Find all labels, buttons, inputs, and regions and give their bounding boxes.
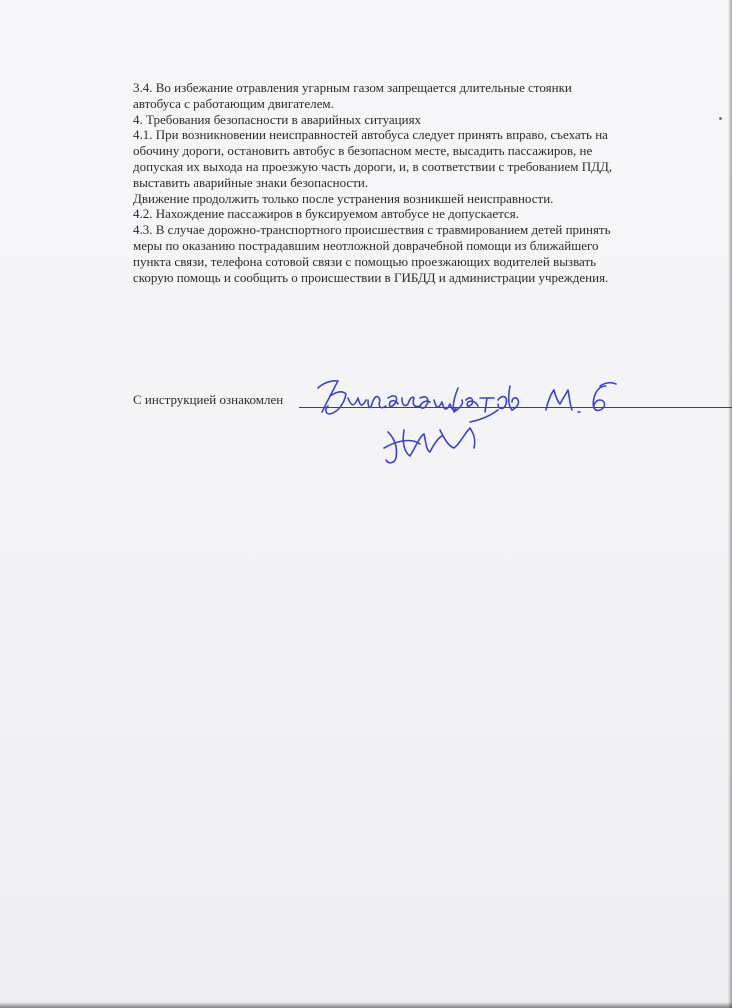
text-line: допуская их выхода на проезжую часть дороги, и, в соответствии с требованием ПДД, — [133, 158, 613, 174]
text-line: скорую помощь и сообщить о происшествии в ГИБДД и администрации учреждения. — [133, 269, 609, 285]
scan-speck — [719, 117, 722, 120]
text-line: 4.2. Нахождение пассажиров в буксируемом автобусе не допускается. — [133, 206, 520, 222]
text-line: 4.1. При возникновении неисправностей автобуса следует принять вправо, съехать на — [133, 127, 608, 143]
scan-edge-shadow-bottom — [0, 1002, 732, 1008]
signature-underline — [299, 407, 732, 408]
text-line: пункта связи, телефона сотовой связи с помощью проезжающих водителей вызвать — [133, 253, 597, 269]
acknowledgement-label: С инструкцией ознакомлен — [133, 392, 284, 407]
text-line: Движение продолжить только после устранения возникшей неисправности. — [133, 190, 554, 206]
text-line: автобуса с работающим двигателем. — [133, 95, 334, 111]
acknowledgement-line — [133, 392, 673, 412]
text-line: 3.4. Во избежание отравления угарным газом запрещается длительные стоянки — [133, 80, 572, 95]
scan-edge-shadow-right — [728, 0, 732, 1008]
text-line: обочину дороги, остановить автобус в безопасном месте, высадить пассажиров, не — [133, 143, 593, 159]
text-line: меры по оказанию пострадавшим неотложной доврачебной помощи из ближайшего — [133, 237, 599, 253]
text-line: 4.3. В случае дорожно-транспортного происшествия с травмированием детей принять — [133, 222, 611, 238]
section-heading: 4. Требования безопасности в аварийных ситуациях — [133, 111, 422, 127]
instruction-text — [133, 80, 678, 285]
text-line: выставить аварийные знаки безопасности. — [133, 174, 369, 190]
